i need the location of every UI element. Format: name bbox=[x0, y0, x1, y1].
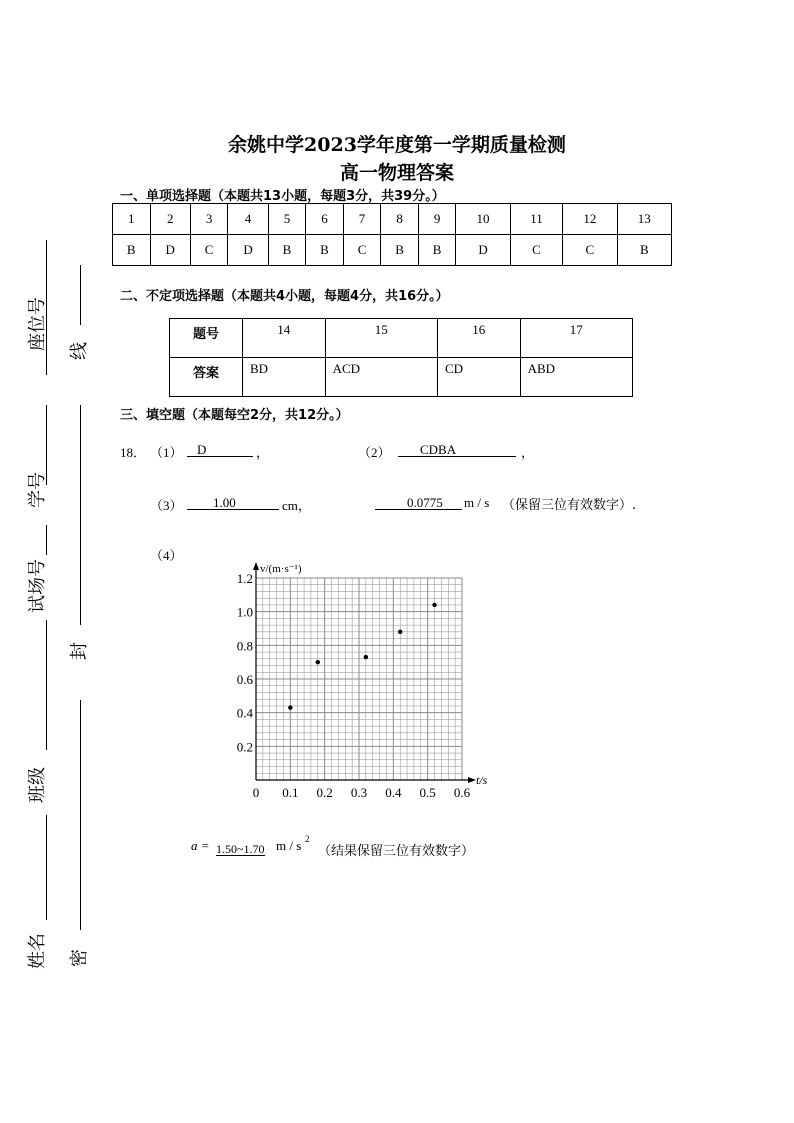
question-number-cell: 10 bbox=[456, 204, 510, 235]
y-axis-arrow bbox=[253, 562, 259, 570]
q18-part2-end: ， bbox=[521, 445, 535, 460]
answer-cell: B bbox=[306, 235, 344, 266]
q18-part3-label: （3） bbox=[150, 498, 183, 513]
question-number-cell: 9 bbox=[418, 204, 456, 235]
x-tick-label: 0.5 bbox=[419, 785, 436, 800]
answer-cell: B bbox=[381, 235, 419, 266]
y-tick-label: 0.8 bbox=[236, 638, 253, 654]
x-tick-label: 0.4 bbox=[385, 785, 402, 800]
section2-heading: 二、不定项选择题（本题共4小题，每题4分，共16分。） bbox=[120, 289, 449, 304]
q18-part1-answer: D bbox=[187, 442, 253, 457]
class-label: 班级 bbox=[27, 767, 48, 803]
a-label: a = bbox=[191, 838, 210, 853]
student-number-label: 学号 bbox=[27, 472, 48, 508]
y-tick-label: 0.2 bbox=[236, 739, 253, 755]
y-tick-label: 0.4 bbox=[236, 705, 253, 721]
answer-cell: ACD bbox=[325, 358, 437, 397]
q18-part1-end: ， bbox=[256, 445, 270, 460]
question-number-cell: 3 bbox=[190, 204, 228, 235]
question-number-header: 题号 bbox=[170, 319, 243, 358]
question-number-cell: 17 bbox=[520, 319, 632, 358]
secret-label: 密 bbox=[69, 949, 90, 967]
question-number-cell: 1 bbox=[113, 204, 151, 235]
x-tick-label: 0.2 bbox=[316, 785, 333, 800]
section2-number-row bbox=[170, 319, 633, 358]
q18-part1-label: （1） bbox=[150, 445, 183, 460]
a-note: （结果保留三位有效数字） bbox=[318, 844, 475, 859]
q18-part3b-unit: m / s bbox=[464, 495, 490, 510]
page-title: 余姚中学2023学年度第一学期质量检测 bbox=[228, 134, 566, 156]
q18-part3b-note: （保留三位有效数字）. bbox=[502, 498, 637, 513]
margin-line bbox=[46, 620, 47, 750]
margin-line bbox=[80, 700, 81, 930]
section2-table bbox=[169, 318, 633, 397]
answer-cell: C bbox=[343, 235, 381, 266]
seat-number-label: 座位号 bbox=[27, 297, 48, 351]
q18-label: 18． bbox=[120, 445, 147, 460]
seal-label: 封 bbox=[69, 642, 90, 660]
page-subtitle: 高一物理答案 bbox=[339, 162, 454, 184]
answer-cell: B bbox=[418, 235, 456, 266]
exam-room-label: 试场号 bbox=[27, 559, 48, 613]
data-point bbox=[398, 630, 402, 634]
question-number-cell: 6 bbox=[306, 204, 344, 235]
margin-line bbox=[80, 405, 81, 625]
x-tick-label: 0.6 bbox=[453, 785, 471, 800]
answer-cell: D bbox=[228, 235, 268, 266]
question-number-cell: 13 bbox=[617, 204, 671, 235]
question-number-cell: 7 bbox=[343, 204, 381, 235]
question-number-cell: 8 bbox=[381, 204, 419, 235]
y-axis-label: v/(m·s⁻¹) bbox=[260, 563, 302, 575]
question-number-cell: 11 bbox=[510, 204, 563, 235]
x-tick-label: 0 bbox=[252, 785, 260, 800]
answer-cell: CD bbox=[437, 358, 520, 397]
y-tick-label: 1.2 bbox=[236, 571, 253, 586]
x-tick-label: 0.1 bbox=[282, 785, 299, 800]
section2-answer-row bbox=[170, 358, 633, 397]
x-axis-arrow bbox=[468, 777, 476, 783]
a-unit-exponent: 2 bbox=[305, 834, 310, 844]
question-number-cell: 16 bbox=[437, 319, 520, 358]
velocity-time-chart bbox=[225, 558, 510, 808]
name-label: 姓名 bbox=[27, 933, 48, 969]
a-answer: 1.50~1.70 bbox=[216, 842, 265, 856]
answer-cell: D bbox=[150, 235, 190, 266]
q18-part2-label: （2） bbox=[358, 445, 391, 460]
question-number-cell: 4 bbox=[228, 204, 268, 235]
data-point bbox=[432, 603, 436, 607]
q18-part3-answer: 1.00 bbox=[187, 495, 279, 510]
answer-cell: C bbox=[190, 235, 228, 266]
answer-cell: C bbox=[510, 235, 563, 266]
data-point bbox=[316, 660, 320, 664]
q18-part2-answer: CDBA bbox=[398, 442, 516, 457]
answer-cell: D bbox=[456, 235, 510, 266]
cut-line-label: 线 bbox=[69, 342, 90, 360]
x-axis-label: t/s bbox=[476, 773, 488, 787]
margin-line bbox=[46, 525, 47, 555]
answer-cell: B bbox=[617, 235, 671, 266]
answer-cell: B bbox=[113, 235, 151, 266]
q18-part4-label: （4） bbox=[150, 548, 183, 563]
question-number-cell: 12 bbox=[563, 204, 617, 235]
section1-answer-row bbox=[113, 235, 672, 266]
answer-cell: B bbox=[268, 235, 306, 266]
answer-cell: C bbox=[563, 235, 617, 266]
section1-number-row bbox=[113, 204, 672, 235]
q18-part3b-answer: 0.0775 bbox=[375, 495, 462, 510]
answer-cell: BD bbox=[243, 358, 326, 397]
section1-table bbox=[112, 203, 672, 266]
data-point bbox=[288, 705, 292, 709]
margin-line bbox=[46, 815, 47, 920]
a-unit: m / s bbox=[276, 838, 302, 853]
data-point bbox=[364, 655, 368, 659]
answer-header: 答案 bbox=[170, 358, 243, 397]
question-number-cell: 14 bbox=[243, 319, 326, 358]
x-tick-label: 0.3 bbox=[350, 785, 368, 800]
question-number-cell: 2 bbox=[150, 204, 190, 235]
q18-part3-unit: cm， bbox=[282, 498, 311, 513]
section1-heading: 一、单项选择题（本题共13小题，每题3分，共39分。） bbox=[120, 189, 445, 204]
section3-heading: 三、填空题（本题每空2分，共12分。） bbox=[120, 408, 349, 423]
question-number-cell: 5 bbox=[268, 204, 306, 235]
margin-line bbox=[80, 265, 81, 325]
question-number-cell: 15 bbox=[325, 319, 437, 358]
y-tick-label: 1.0 bbox=[236, 604, 253, 620]
answer-cell: ABD bbox=[520, 358, 632, 397]
y-tick-label: 0.6 bbox=[236, 672, 253, 687]
